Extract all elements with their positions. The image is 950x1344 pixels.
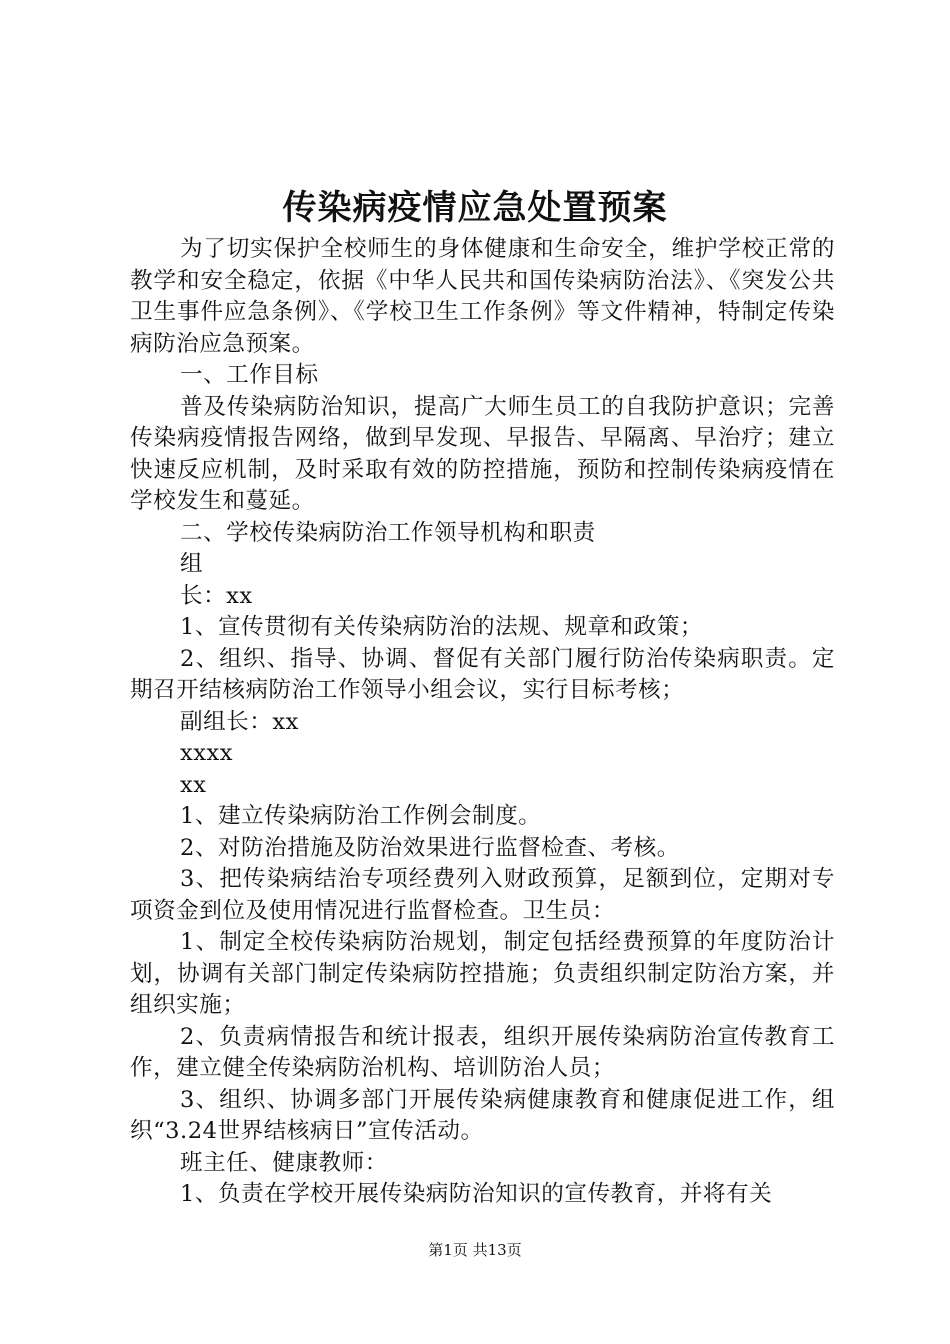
paragraph-line: 长：xx (180, 582, 253, 609)
paragraph-line: 2、负责病情报告和统计报表，组织开展传染病防治宣传教育工作，建立健全传染病防治机构、培训防治人员； (130, 1023, 835, 1081)
paragraph-line: 副组长：xx (180, 708, 299, 735)
paragraph-intro: 为了切实保护全校师生的身体健康和生命安全，维护学校正常的教学和安全稳定，依据《中华人民共和国传染病防治法》、《突发公共卫生事件应急条例》、《学校卫生工作条例》等文件精神，特制定传染病防治应急预案。 (130, 236, 835, 357)
paragraph-line: xx (180, 771, 207, 798)
paragraph-line: 组 (180, 551, 204, 577)
paragraph-line: 1、制定全校传染病防治规划，制定包括经费预算的年度防治计划，协调有关部门制定传染病防控措施；负责组织制定防治方案，并组织实施； (130, 929, 835, 1018)
section-heading-goals: 一、工作目标 (180, 362, 319, 388)
paragraph-line: 3、组织、协调多部门开展传染病健康教育和健康促进工作，组织“3.24世界结核病日”宣传活动。 (130, 1086, 835, 1144)
paragraph-line: 3、把传染病结治专项经费列入财政预算，足额到位，定期对专项资金到位及使用情况进行监督检查。卫生员： (130, 866, 835, 924)
paragraph-line: 1、负责在学校开展传染病防治知识的宣传教育，并将有关 (180, 1181, 773, 1207)
paragraph-line: 班主任、健康教师： (180, 1149, 388, 1176)
paragraph-line: 2、组织、指导、协调、督促有关部门履行防治传染病职责。定期召开结核病防治工作领导小组会议，实行目标考核； (130, 645, 835, 703)
document-body (130, 234, 835, 1211)
paragraph-goals: 普及传染病防治知识，提高广大师生员工的自我防护意识；完善传染病疫情报告网络，做到早发现、早报告、早隔离、早治疗；建立快速反应机制，及时采取有效的防控措施，预防和控制传染病疫情在学校发生和蔓延。 (130, 393, 835, 514)
paragraph-line: xxxx (180, 740, 233, 766)
document-title: 传染病疫情应急处置预案 (282, 188, 668, 228)
paragraph-line: 1、宣传贯彻有关传染病防治的法规、规章和政策； (180, 614, 703, 640)
section-heading-leadership: 二、学校传染病防治工作领导机构和职责 (180, 519, 596, 546)
page-number-footer: 第1页 共13页 (428, 1241, 522, 1259)
paragraph-line: 1、建立传染病防治工作例会制度。 (180, 803, 542, 829)
paragraph-line: 2、对防治措施及防治效果进行监督检查、考核。 (180, 834, 680, 861)
